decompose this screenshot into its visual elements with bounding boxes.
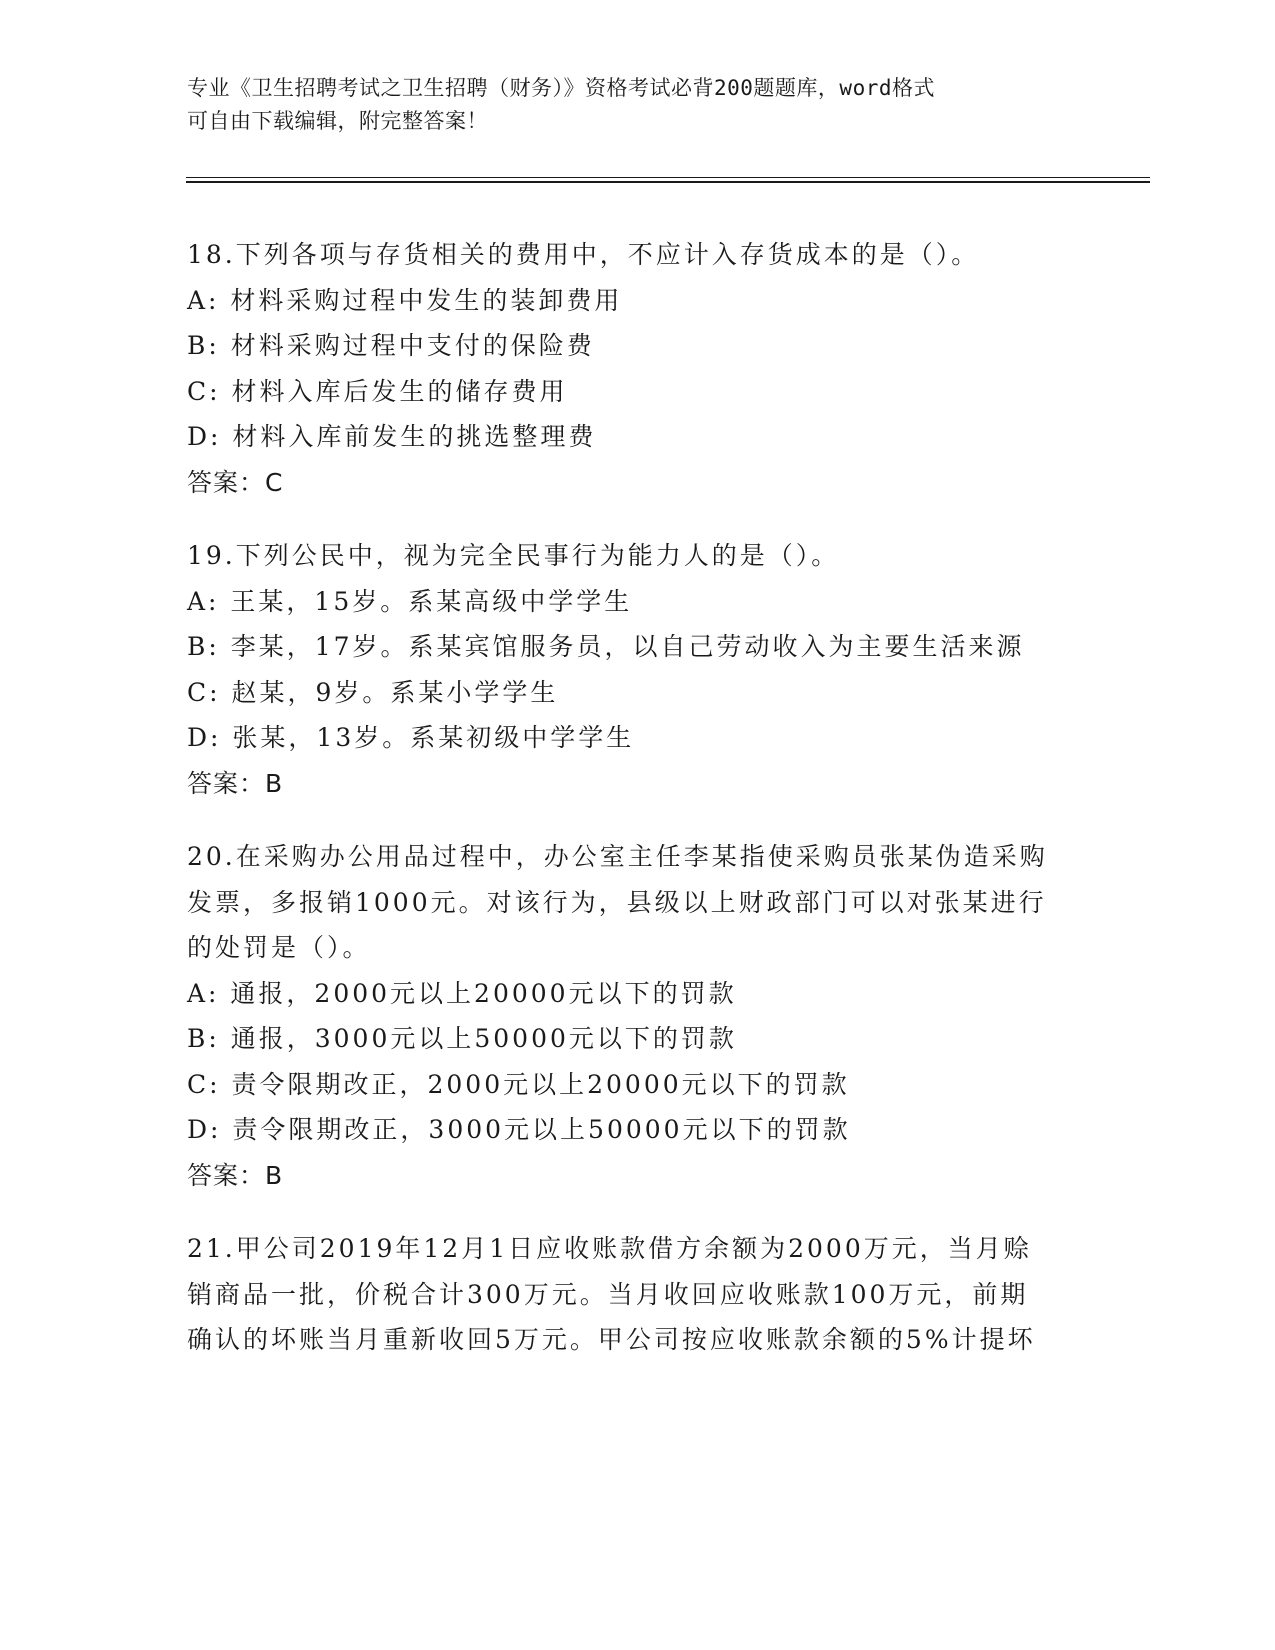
question-19 bbox=[187, 533, 1087, 806]
question-21 bbox=[187, 1226, 1087, 1363]
option-b: B: 李某，17岁。系某宾馆服务员，以自己劳动收入为主要生活来源 bbox=[187, 632, 1025, 661]
header-line: 专业《卫生招聘考试之卫生招聘（财务）》资格考试必背200题题库，word格式 bbox=[187, 76, 935, 100]
option-a: A: 通报，2000元以上20000元以下的罚款 bbox=[187, 978, 737, 1008]
option-c: C: 材料入库后发生的储存费用 bbox=[187, 376, 568, 406]
option-a: A: 王某，15岁。系某高级中学学生 bbox=[187, 586, 633, 616]
option-d: D: 材料入库前发生的挑选整理费 bbox=[187, 422, 597, 451]
question-stem: 确认的坏账当月重新收回5万元。甲公司按应收账款余额的5%计提坏 bbox=[187, 1325, 1036, 1354]
header-divider-thick bbox=[186, 181, 1150, 183]
answer-label: 答案：B bbox=[187, 1160, 284, 1190]
question-18 bbox=[187, 232, 1087, 505]
option-d: D: 张某，13岁。系某初级中学学生 bbox=[187, 723, 635, 752]
document-header bbox=[187, 72, 1087, 138]
question-stem: 销商品一批，价税合计300万元。当月收回应收账款100万元，前期 bbox=[187, 1279, 1029, 1309]
question-20 bbox=[187, 834, 1087, 1198]
header-line: 可自由下载编辑，附完整答案！ bbox=[187, 109, 488, 133]
option-c: C: 赵某，9岁。系某小学学生 bbox=[187, 677, 559, 707]
question-stem: 20.在采购办公用品过程中，办公室主任李某指使采购员张某伪造采购 bbox=[187, 842, 1048, 871]
option-b: B: 材料采购过程中支付的保险费 bbox=[187, 331, 595, 360]
question-stem: 18.下列各项与存货相关的费用中，不应计入存货成本的是（）。 bbox=[187, 240, 980, 269]
option-b: B: 通报，3000元以上50000元以下的罚款 bbox=[187, 1024, 737, 1053]
question-stem: 19.下列公民中，视为完全民事行为能力人的是（）。 bbox=[187, 541, 840, 570]
answer-label: 答案：B bbox=[187, 768, 284, 798]
option-d: D: 责令限期改正，3000元以上50000元以下的罚款 bbox=[187, 1115, 851, 1144]
header-divider-thin bbox=[186, 177, 1150, 178]
question-stem: 21.甲公司2019年12月1日应收账款借方余额为2000万元，当月赊 bbox=[187, 1234, 1032, 1263]
answer-label: 答案：C bbox=[187, 467, 284, 497]
option-a: A: 材料采购过程中发生的装卸费用 bbox=[187, 285, 623, 315]
option-c: C: 责令限期改正，2000元以上20000元以下的罚款 bbox=[187, 1069, 850, 1099]
question-stem: 发票，多报销1000元。对该行为，县级以上财政部门可以对张某进行 bbox=[187, 887, 1047, 917]
question-stem: 的处罚是（）。 bbox=[187, 933, 371, 962]
question-list bbox=[187, 232, 1087, 1391]
